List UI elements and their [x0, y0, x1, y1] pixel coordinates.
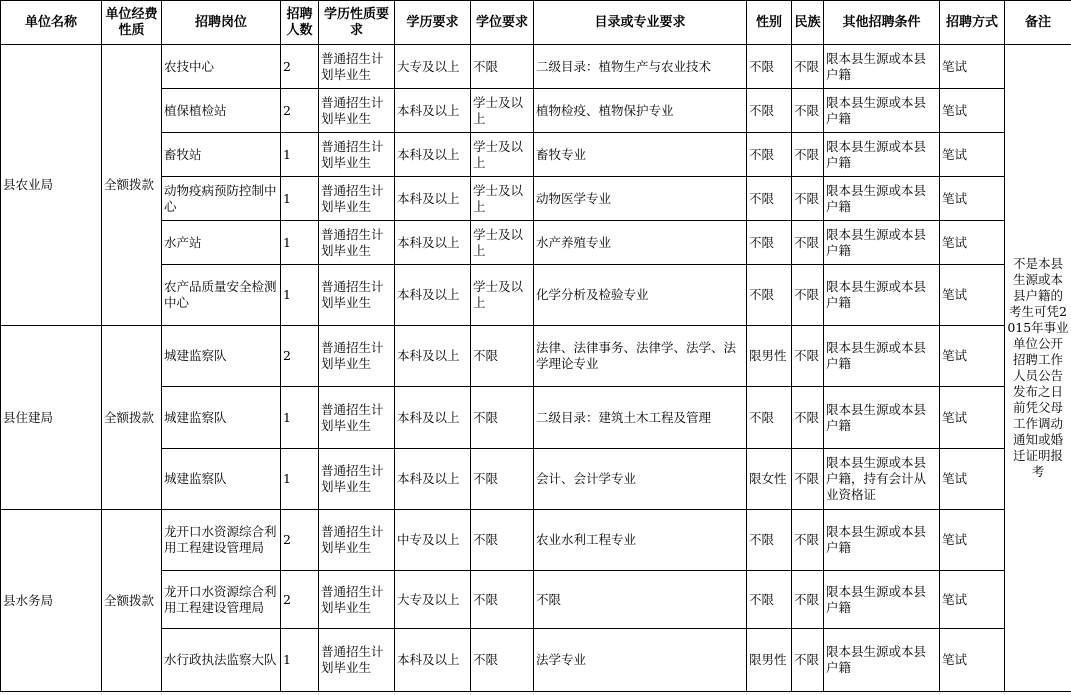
ethnicity-cell: 不限	[792, 221, 824, 265]
major-cell: 二级目录：植物生产与农业技术	[534, 45, 747, 89]
ethnicity-cell: 不限	[792, 629, 824, 692]
degree-cell: 不限	[471, 571, 534, 629]
count-cell: 1	[281, 629, 319, 692]
unit-name-cell: 县农业局	[1, 45, 102, 326]
table-row	[1, 133, 1071, 177]
post-cell: 畜牧站	[162, 133, 281, 177]
ethnicity-cell: 不限	[792, 265, 824, 326]
education-cell: 本科及以上	[395, 89, 471, 133]
edu-type-cell: 普通招生计划毕业生	[319, 449, 395, 510]
edu-type-cell: 普通招生计划毕业生	[319, 177, 395, 221]
table-row	[1, 45, 1071, 89]
education-cell: 本科及以上	[395, 387, 471, 449]
edu-type-cell: 普通招生计划毕业生	[319, 510, 395, 571]
column-header: 招聘岗位	[162, 1, 281, 45]
method-cell: 笔试	[940, 177, 1005, 221]
count-cell: 1	[281, 133, 319, 177]
education-cell: 本科及以上	[395, 326, 471, 387]
column-header: 学位要求	[471, 1, 534, 45]
count-cell: 2	[281, 571, 319, 629]
education-cell: 中专及以上	[395, 510, 471, 571]
edu-type-cell: 普通招生计划毕业生	[319, 387, 395, 449]
count-cell: 2	[281, 510, 319, 571]
degree-cell: 学士及以上	[471, 133, 534, 177]
table-row	[1, 326, 1071, 387]
major-cell: 会计、会计学专业	[534, 449, 747, 510]
education-cell: 本科及以上	[395, 133, 471, 177]
count-cell: 2	[281, 45, 319, 89]
major-cell: 植物检疫、植物保护专业	[534, 89, 747, 133]
edu-type-cell: 普通招生计划毕业生	[319, 326, 395, 387]
method-cell: 笔试	[940, 571, 1005, 629]
gender-cell: 限女性	[747, 449, 792, 510]
edu-type-cell: 普通招生计划毕业生	[319, 629, 395, 692]
column-header: 其他招聘条件	[824, 1, 940, 45]
degree-cell: 不限	[471, 629, 534, 692]
post-cell: 水行政执法监察大队	[162, 629, 281, 692]
gender-cell: 不限	[747, 177, 792, 221]
table-row	[1, 177, 1071, 221]
degree-cell: 学士及以上	[471, 265, 534, 326]
count-cell: 2	[281, 326, 319, 387]
ethnicity-cell: 不限	[792, 177, 824, 221]
post-cell: 城建监察队	[162, 326, 281, 387]
gender-cell: 限男性	[747, 629, 792, 692]
education-cell: 本科及以上	[395, 449, 471, 510]
education-cell: 本科及以上	[395, 177, 471, 221]
other-conditions-cell: 限本县生源或本县户籍	[824, 510, 940, 571]
funding-type-cell: 全额拨款	[102, 45, 162, 326]
post-cell: 龙开口水资源综合利用工程建设管理局	[162, 571, 281, 629]
count-cell: 1	[281, 221, 319, 265]
post-cell: 城建监察队	[162, 449, 281, 510]
post-cell: 农技中心	[162, 45, 281, 89]
other-conditions-cell: 限本县生源或本县户籍	[824, 133, 940, 177]
edu-type-cell: 普通招生计划毕业生	[319, 133, 395, 177]
degree-cell: 不限	[471, 449, 534, 510]
other-conditions-cell: 限本县生源或本县户籍	[824, 45, 940, 89]
column-header: 学历要求	[395, 1, 471, 45]
table-row	[1, 89, 1071, 133]
other-conditions-cell: 限本县生源或本县户籍	[824, 265, 940, 326]
other-conditions-cell: 限本县生源或本县户籍	[824, 221, 940, 265]
education-cell: 本科及以上	[395, 265, 471, 326]
method-cell: 笔试	[940, 449, 1005, 510]
edu-type-cell: 普通招生计划毕业生	[319, 45, 395, 89]
education-cell: 本科及以上	[395, 221, 471, 265]
table-body	[1, 45, 1071, 692]
education-cell: 大专及以上	[395, 571, 471, 629]
gender-cell: 不限	[747, 133, 792, 177]
column-header: 性别	[747, 1, 792, 45]
column-header: 目录或专业要求	[534, 1, 747, 45]
degree-cell: 不限	[471, 387, 534, 449]
table-row	[1, 510, 1071, 571]
ethnicity-cell: 不限	[792, 449, 824, 510]
table-row	[1, 449, 1071, 510]
major-cell: 法学专业	[534, 629, 747, 692]
degree-cell: 不限	[471, 510, 534, 571]
post-cell: 龙开口水资源综合利用工程建设管理局	[162, 510, 281, 571]
other-conditions-cell: 限本县生源或本县户籍	[824, 387, 940, 449]
method-cell: 笔试	[940, 629, 1005, 692]
education-cell: 本科及以上	[395, 629, 471, 692]
count-cell: 1	[281, 449, 319, 510]
degree-cell: 学士及以上	[471, 177, 534, 221]
funding-type-cell: 全额拨款	[102, 326, 162, 510]
count-cell: 1	[281, 387, 319, 449]
gender-cell: 不限	[747, 45, 792, 89]
ethnicity-cell: 不限	[792, 89, 824, 133]
edu-type-cell: 普通招生计划毕业生	[319, 265, 395, 326]
ethnicity-cell: 不限	[792, 133, 824, 177]
major-cell: 动物医学专业	[534, 177, 747, 221]
method-cell: 笔试	[940, 326, 1005, 387]
method-cell: 笔试	[940, 510, 1005, 571]
unit-name-cell: 县住建局	[1, 326, 102, 510]
table-row	[1, 221, 1071, 265]
major-cell: 化学分析及检验专业	[534, 265, 747, 326]
method-cell: 笔试	[940, 265, 1005, 326]
column-header: 单位经费性质	[102, 1, 162, 45]
other-conditions-cell: 限本县生源或本县户籍	[824, 177, 940, 221]
major-cell: 法律、法律事务、法律学、法学、法学理论专业	[534, 326, 747, 387]
ethnicity-cell: 不限	[792, 326, 824, 387]
gender-cell: 不限	[747, 571, 792, 629]
method-cell: 笔试	[940, 221, 1005, 265]
column-header: 招聘方式	[940, 1, 1005, 45]
unit-name-cell: 县水务局	[1, 510, 102, 692]
edu-type-cell: 普通招生计划毕业生	[319, 221, 395, 265]
degree-cell: 学士及以上	[471, 89, 534, 133]
post-cell: 水产站	[162, 221, 281, 265]
table-row	[1, 571, 1071, 629]
other-conditions-cell: 限本县生源或本县户籍	[824, 89, 940, 133]
edu-type-cell: 普通招生计划毕业生	[319, 89, 395, 133]
edu-type-cell: 普通招生计划毕业生	[319, 571, 395, 629]
major-cell: 不限	[534, 571, 747, 629]
method-cell: 笔试	[940, 45, 1005, 89]
count-cell: 2	[281, 89, 319, 133]
education-cell: 大专及以上	[395, 45, 471, 89]
other-conditions-cell: 限本县生源或本县户籍，持有会计从业资格证	[824, 449, 940, 510]
method-cell: 笔试	[940, 89, 1005, 133]
count-cell: 1	[281, 265, 319, 326]
column-header: 备注	[1005, 1, 1071, 45]
degree-cell: 不限	[471, 45, 534, 89]
funding-type-cell: 全额拨款	[102, 510, 162, 692]
table-row	[1, 387, 1071, 449]
table-row	[1, 265, 1071, 326]
major-cell: 水产养殖专业	[534, 221, 747, 265]
other-conditions-cell: 限本县生源或本县户籍	[824, 571, 940, 629]
header-row	[1, 1, 1071, 45]
gender-cell: 不限	[747, 221, 792, 265]
count-cell: 1	[281, 177, 319, 221]
gender-cell: 不限	[747, 265, 792, 326]
ethnicity-cell: 不限	[792, 387, 824, 449]
ethnicity-cell: 不限	[792, 45, 824, 89]
post-cell: 城建监察队	[162, 387, 281, 449]
column-header: 民族	[792, 1, 824, 45]
gender-cell: 不限	[747, 89, 792, 133]
degree-cell: 不限	[471, 326, 534, 387]
post-cell: 农产品质量安全检测中心	[162, 265, 281, 326]
column-header: 招聘人数	[281, 1, 319, 45]
other-conditions-cell: 限本县生源或本县户籍	[824, 326, 940, 387]
ethnicity-cell: 不限	[792, 510, 824, 571]
gender-cell: 不限	[747, 387, 792, 449]
gender-cell: 限男性	[747, 326, 792, 387]
column-header: 学历性质要求	[319, 1, 395, 45]
major-cell: 畜牧专业	[534, 133, 747, 177]
major-cell: 农业水利工程专业	[534, 510, 747, 571]
post-cell: 植保植检站	[162, 89, 281, 133]
method-cell: 笔试	[940, 387, 1005, 449]
method-cell: 笔试	[940, 133, 1005, 177]
column-header: 单位名称	[1, 1, 102, 45]
remarks-cell: 不是本县生源或本县户籍的考生可凭2015年事业单位公开招聘工作人员公告发布之日前凭父母工作调动通知或婚迁证明报考	[1005, 45, 1071, 692]
ethnicity-cell: 不限	[792, 571, 824, 629]
post-cell: 动物疫病预防控制中心	[162, 177, 281, 221]
gender-cell: 不限	[747, 510, 792, 571]
major-cell: 二级目录：建筑土木工程及管理	[534, 387, 747, 449]
table-row	[1, 629, 1071, 692]
degree-cell: 学士及以上	[471, 221, 534, 265]
other-conditions-cell: 限本县生源或本县户籍	[824, 629, 940, 692]
